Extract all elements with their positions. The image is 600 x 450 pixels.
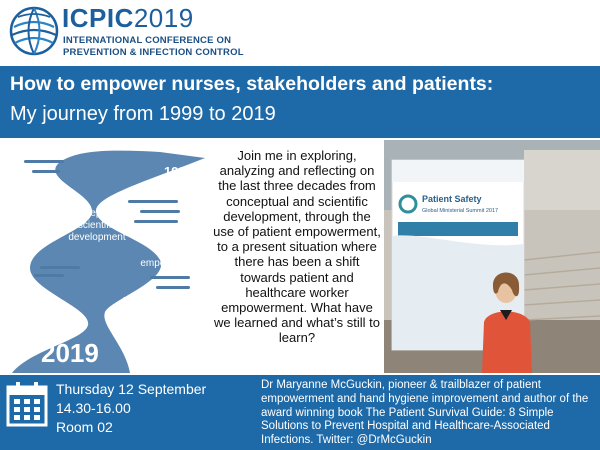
speaker-photo-illustration <box>384 140 600 373</box>
conference-header <box>0 0 600 66</box>
speaker-bio: Dr Maryanne McGuckin, pioneer & trailblazer of patient empowerment and hand hygiene improvement and author of the award winning book The Patient Survival Guide: 8 Simple Solutions to Prevent Hospital and Healthcare-Associated Infections. Twitter: @DrMcGuckin <box>261 379 589 447</box>
brand-name: ICPIC <box>62 3 134 33</box>
stage-1-line2: scientific <box>77 220 117 231</box>
journey-start-year: 1999 <box>164 164 193 179</box>
brand-subtitle-line1: INTERNATIONAL CONFERENCE ON <box>63 35 232 46</box>
journey-stage-3 <box>110 296 206 332</box>
calendar-icon <box>6 381 48 427</box>
journey-end-year: 2019 <box>41 338 99 368</box>
speaker-photo <box>384 140 600 373</box>
stage-2-line2: empowerment <box>140 258 204 269</box>
brand-logotype <box>62 3 194 34</box>
brand-year: 2019 <box>133 3 194 33</box>
talk-subtitle: My journey from 1999 to 2019 <box>10 103 276 125</box>
stage-1-line1: Conceptual & <box>66 208 128 219</box>
stage-3-line2: worker <box>142 308 173 319</box>
journey-stage-1 <box>62 208 132 244</box>
photo-banner-subtitle: Global Ministerial Summit 2017 <box>422 208 499 214</box>
stage-1-line3: development <box>68 232 126 243</box>
talk-title: How to empower nurses, stakeholders and patients: <box>10 73 494 95</box>
brand-subtitle-line2: PREVENTION & INFECTION CONTROL <box>63 47 244 58</box>
event-time: 14.30-16.00 <box>56 400 131 416</box>
event-info-band <box>0 375 600 450</box>
photo-banner-title: Patient Safety <box>422 194 482 204</box>
journey-stage-2 <box>132 246 212 270</box>
event-room: Room 02 <box>56 419 113 435</box>
intro-text: Join me in exploring, analyzing and reflecting on the last three decades from conceptual and scientific development, through the use of patient empowerment, to a present situation where there has been a shift towards patient and healthcare worker empowerment. What have we learned and what’s still to learn? <box>213 148 381 346</box>
event-date: Thursday 12 September <box>56 381 207 397</box>
stage-3-line1: Patient & health <box>122 296 194 307</box>
globe-logo-icon <box>8 5 60 57</box>
stage-3-line3: empowerment <box>126 320 190 331</box>
title-band <box>0 66 600 138</box>
stage-2-line1: Patient <box>156 246 188 257</box>
